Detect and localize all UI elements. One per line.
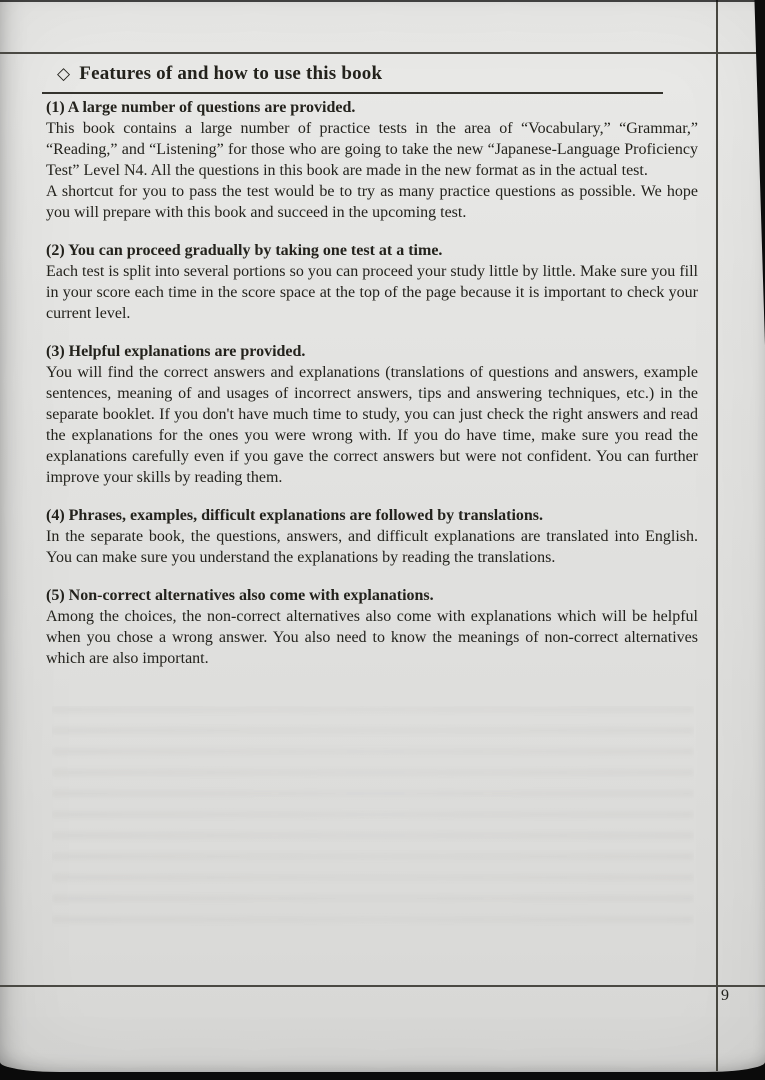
section-heading: (1) A large number of questions are provided. [46, 99, 356, 116]
section-heading: (3) Helpful explanations are provided. [46, 343, 306, 360]
section-2 [46, 240, 698, 324]
photo-top-edge [0, 0, 765, 2]
paragraph: A shortcut for you to pass the test would be to try as many practice questions as possible. We hope you will prepare with this book and succeed in the upcoming test. [46, 183, 698, 221]
bleed-through-text [52, 706, 694, 930]
section-heading: (2) You can proceed gradually by taking one test at a time. [46, 242, 443, 259]
paragraph: This book contains a large number of practice tests in the area of “Vocabulary,” “Grammar,” “Reading,” and “Listening” for those who are going to take the new “Japanese-Language Proficiency Test” Level N4. All the questions in this book are made in the new format as in the actual test. [46, 120, 698, 179]
page-content [46, 62, 698, 669]
paragraph: Among the choices, the non-correct alternatives also come with explanations which will be helpful when you chose a wrong answer. You also need to know the meanings of non-correct alternatives which are also important. [46, 608, 698, 667]
sections [46, 97, 698, 669]
title-underline [42, 92, 663, 94]
paragraph: In the separate book, the questions, answers, and difficult explanations are translated into English. You can make sure you understand the explanations by reading the translations. [46, 528, 698, 566]
page-number: 9 [721, 987, 729, 1004]
page-title-text: Features of and how to use this book [79, 63, 383, 84]
diamond-icon: ◇ [57, 64, 71, 83]
paragraph: Each test is split into several portions so you can proceed your study little by little. Make sure you fill in your score each time in the score space at the top of the page because it is important to check your current level. [46, 263, 698, 322]
section-4 [46, 505, 698, 568]
paragraph: You will find the correct answers and explanations (translations of questions and answers, example sentences, meaning of and usages of incorrect answers, tips and answering techniques, etc.) in the separate booklet. If you don't have much time to study, you can just check the right answers and read the explanations for the ones you were wrong with. If you do have time, make sure you read the explanations carefully even if you gave the correct answers but were not confident. You can further improve your skills by reading them. [46, 364, 698, 486]
section-5 [46, 585, 698, 669]
section-1 [46, 97, 698, 223]
margin-rule [716, 0, 718, 1071]
footer-rule [0, 985, 765, 987]
section-heading: (4) Phrases, examples, difficult explanations are followed by translations. [46, 507, 544, 524]
section-3 [46, 341, 698, 488]
page-title [46, 62, 698, 86]
section-heading: (5) Non-correct alternatives also come with explanations. [46, 587, 434, 604]
header-rule [0, 52, 765, 54]
